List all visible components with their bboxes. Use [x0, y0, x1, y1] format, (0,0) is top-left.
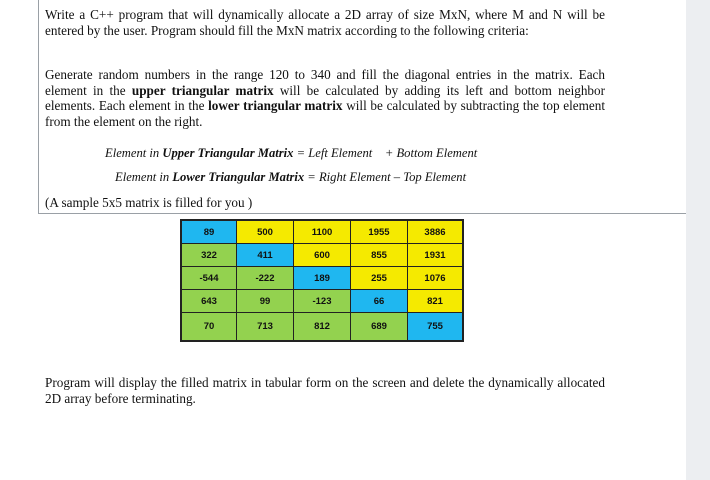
matrix-row	[181, 313, 463, 342]
matrix-cell-upper: 821	[408, 290, 464, 313]
matrix-cell-lower: -544	[181, 267, 237, 290]
page-margin-strip	[686, 0, 710, 480]
matrix-cell-lower: 713	[237, 313, 294, 342]
matrix-cell-lower: 322	[181, 244, 237, 267]
lower-triangular-term: lower triangular matrix	[208, 98, 343, 114]
margin-guide-vertical	[38, 0, 39, 214]
matrix-cell-lower: 643	[181, 290, 237, 313]
criteria-paragraph	[45, 67, 605, 129]
matrix-cell-diagonal: 189	[294, 267, 351, 290]
matrix-row	[181, 267, 463, 290]
matrix-row	[181, 220, 463, 244]
matrix-row	[181, 244, 463, 267]
matrix-cell-upper: 1100	[294, 220, 351, 244]
matrix-cell-lower: -123	[294, 290, 351, 313]
matrix-cell-lower: 70	[181, 313, 237, 342]
matrix-row	[181, 290, 463, 313]
criteria-text-2: will be calculated by adding its left and bottom neighbor elements. Each element in the	[45, 82, 605, 114]
matrix-cell-upper: 255	[351, 267, 408, 290]
matrix-cell-diagonal: 411	[237, 244, 294, 267]
lower-formula-term: Lower Triangular Matrix	[172, 170, 305, 184]
matrix-cell-upper: 855	[351, 244, 408, 267]
upper-formula: Element in Upper Triangular Matrix = Left Element + Bottom Element	[105, 146, 478, 160]
matrix-cell-diagonal: 89	[181, 220, 237, 244]
matrix-cell-diagonal: 755	[408, 313, 464, 342]
matrix-cell-upper: 600	[294, 244, 351, 267]
criteria-text-1: Generate random numbers in the range 120 to 340 and fill the diagonal entries in the matrix. Each element in the	[45, 67, 605, 98]
matrix-cell-upper: 1076	[408, 267, 464, 290]
matrix-cell-lower: 99	[237, 290, 294, 313]
upper-formula-term: Upper Triangular Matrix	[162, 146, 294, 160]
matrix-cell-upper: 500	[237, 220, 294, 244]
matrix-cell-upper: 1931	[408, 244, 464, 267]
matrix-cell-lower: 812	[294, 313, 351, 342]
upper-triangular-term: upper triangular matrix	[131, 82, 274, 98]
lower-formula: Element in Lower Triangular Matrix = Right Element – Top Element	[115, 170, 467, 184]
matrix-cell-diagonal: 66	[351, 290, 408, 313]
sample-matrix	[180, 219, 464, 342]
matrix-cell-upper: 3886	[408, 220, 464, 244]
matrix-cell-upper: 1955	[351, 220, 408, 244]
criteria-text-3: will be calculated by subtracting the top element from the element on the right.	[45, 98, 606, 129]
margin-guide-horizontal	[38, 213, 686, 214]
closing-paragraph: Program will display the filled matrix in tabular form on the screen and delete the dynamically allocated 2D array before terminating.	[45, 375, 605, 406]
sample-caption: (A sample 5x5 matrix is filled for you )	[45, 195, 253, 210]
matrix-cell-lower: -222	[237, 267, 294, 290]
matrix-cell-lower: 689	[351, 313, 408, 342]
intro-paragraph: Write a C++ program that will dynamically allocate a 2D array of size MxN, where M and N will be entered by the user. Program should fill the MxN matrix according to the following criteria:	[45, 7, 605, 38]
